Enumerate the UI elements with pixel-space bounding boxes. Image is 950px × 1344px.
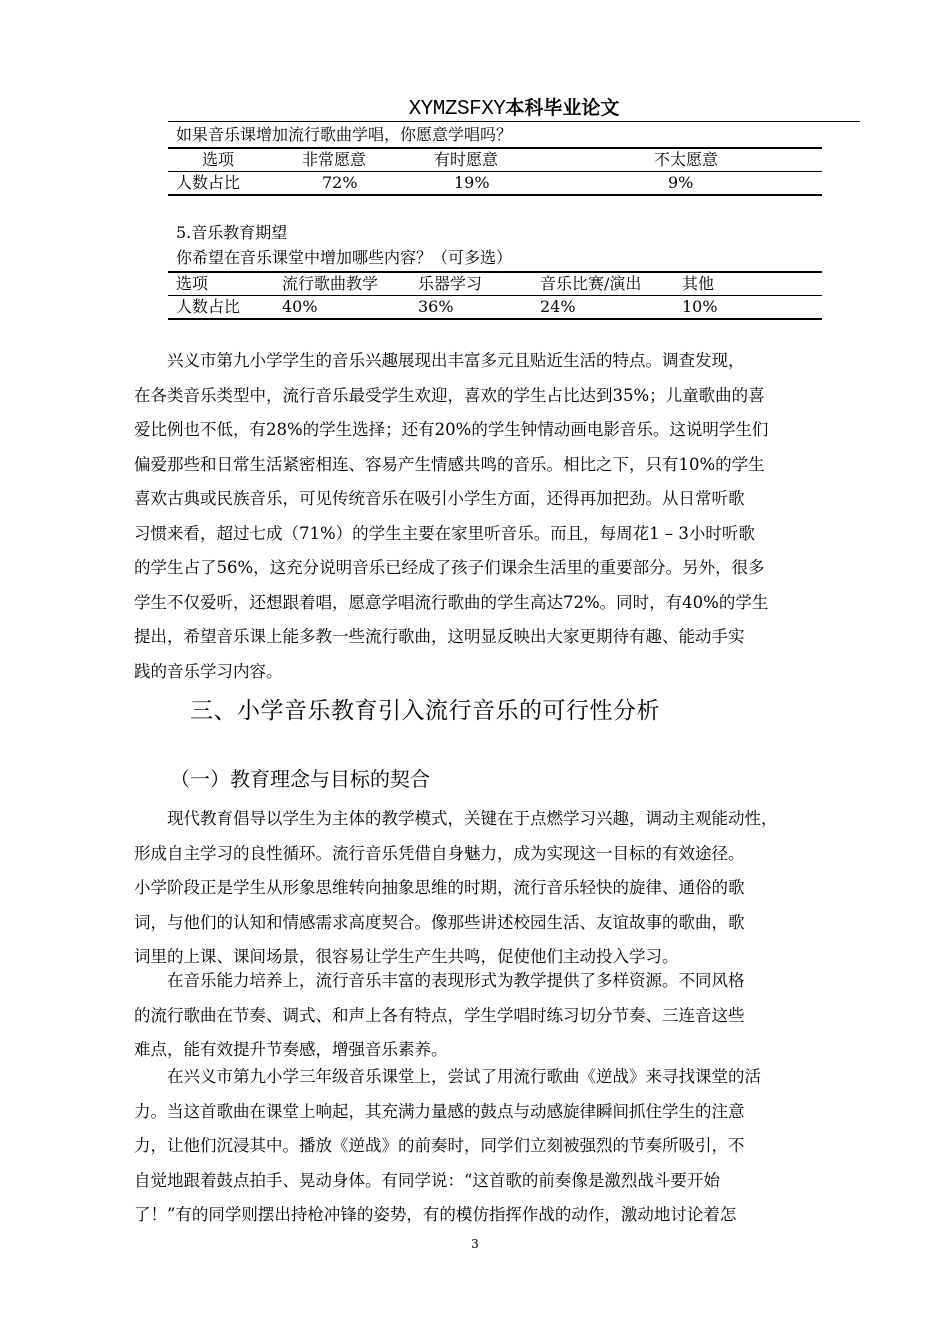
survey4-value-cell: 19%	[408, 172, 588, 196]
survey5-header-cell: 音乐比赛/演出	[540, 272, 682, 296]
paragraph-line: 词里的上课、课间场景，很容易让学生产生共鸣，促使他们主动投入学习。	[134, 947, 679, 966]
survey4-header-cell: 选项	[168, 148, 288, 172]
survey4-header-cell: 不太愿意	[588, 148, 822, 172]
survey5-value-cell: 36%	[418, 296, 540, 320]
survey4-header-row	[168, 148, 822, 172]
paragraph-line: 了！”有的同学则摆出持枪冲锋的姿势，有的模仿指挥作战的动作，激动地讨论着怎	[134, 1205, 737, 1224]
body-paragraph-1	[134, 802, 874, 975]
body-paragraph-2	[134, 964, 874, 1068]
header-school-code: XYMZSFXY	[408, 98, 506, 121]
survey5-header-cell: 其他	[682, 272, 822, 296]
survey5-row-label: 人数占比	[168, 296, 278, 320]
survey4-header-cell: 有时愿意	[408, 148, 588, 172]
survey4-row-label: 人数占比	[168, 172, 288, 196]
paragraph-line: 践的音乐学习内容。	[134, 661, 283, 681]
body-paragraph-3	[134, 1060, 874, 1233]
summary-paragraph	[134, 344, 874, 689]
survey4-question: 如果音乐课增加流行歌曲学唱，你愿意学唱吗？	[176, 125, 513, 144]
paragraph-line: 的学生占了56%，这充分说明音乐已经成了孩子们课余生活里的重要部分。另外，很多	[134, 558, 765, 577]
survey5-value-cell: 10%	[682, 296, 822, 320]
header-title: 本科毕业论文	[505, 97, 620, 119]
survey4-data-row	[168, 172, 822, 196]
survey5-value-cell: 40%	[278, 296, 418, 320]
paragraph-line: 喜欢古典或民族音乐，可见传统音乐在吸引小学生方面，还得再加把劲。从日常听歌	[134, 489, 745, 508]
survey5-section-title: 5.音乐教育期望	[176, 223, 288, 242]
paragraph-line: 在各类音乐类型中，流行音乐最受学生欢迎，喜欢的学生占比达到35%；儿童歌曲的喜	[134, 385, 765, 405]
paragraph-line: 在兴义市第九小学三年级音乐课堂上，尝试了用流行歌曲《逆战》来寻找课堂的活	[134, 1067, 761, 1086]
paragraph-line: 学生不仅爱听，还想跟着唱，愿意学唱流行歌曲的学生高达72%。同时，有40%的学生	[134, 592, 769, 612]
survey5-header-cell: 乐器学习	[418, 272, 540, 296]
paragraph-line: 力，让他们沉浸其中。播放《逆战》的前奏时，同学们立刻被强烈的节奏所吸引，不	[134, 1136, 745, 1155]
page-number: 3	[471, 1237, 479, 1251]
survey5-data-row	[168, 296, 822, 320]
paragraph-line: 兴义市第九小学学生的音乐兴趣展现出丰富多元且贴近生活的特点。调查发现，	[134, 351, 745, 370]
survey4-header-cell: 非常愿意	[288, 148, 408, 172]
survey4-table	[168, 147, 822, 196]
paragraph-line: 力。当这首歌曲在课堂上响起，其充满力量感的鼓点与动感旋律瞬间抓住学生的注意	[134, 1101, 745, 1121]
paragraph-line: 难点，能有效提升节奏感，增强音乐素养。	[134, 1040, 448, 1059]
paragraph-line: 词，与他们的认知和情感需求高度契合。像那些讲述校园生活、友谊故事的歌曲，歌	[134, 912, 745, 932]
survey5-value-cell: 24%	[540, 296, 682, 320]
paragraph-line: 爱比例也不低，有28%的学生选择；还有20%的学生钟情动画电影音乐。这说明学生们	[134, 420, 769, 439]
header-rule	[168, 121, 860, 122]
paragraph-line: 形成自主学习的良性循环。流行音乐凭借自身魅力，成为实现这一目标的有效途径。	[134, 843, 745, 863]
survey5-question: 你希望在音乐课堂中增加哪些内容？（可多选）	[176, 248, 513, 267]
survey5-table	[168, 271, 822, 320]
survey5-header-row	[168, 272, 822, 296]
paragraph-line: 在音乐能力培养上，流行音乐丰富的表现形式为教学提供了多样资源。不同风格	[134, 971, 745, 990]
paragraph-line: 自觉地跟着鼓点拍手、晃动身体。有同学说：“这首歌的前奏像是激烈战斗要开始	[134, 1170, 720, 1190]
paragraph-line: 提出，希望音乐课上能多教一些流行歌曲，这明显反映出大家更期待有趣、能动手实	[134, 627, 745, 646]
paragraph-line: 小学阶段正是学生从形象思维转向抽象思维的时期，流行音乐轻快的旋律、通俗的歌	[134, 878, 745, 897]
subsection-heading: （一）教育理念与目标的契合	[170, 767, 430, 791]
survey4-value-cell: 9%	[588, 172, 822, 196]
paragraph-line: 习惯来看，超过七成（71%）的学生主要在家里听音乐。而且，每周花1 – 3小时听歌	[134, 523, 755, 543]
paragraph-line: 的流行歌曲在节奏、调式、和声上各有特点，学生学唱时练习切分节奏、三连音这些	[134, 1005, 745, 1025]
survey5-header-cell: 选项	[168, 272, 278, 296]
section-heading: 三、小学音乐教育引入流行音乐的可行性分析	[190, 698, 660, 724]
survey4-value-cell: 72%	[288, 172, 408, 196]
survey5-header-cell: 流行歌曲教学	[278, 272, 418, 296]
paragraph-line: 偏爱那些和日常生活紧密相连、容易产生情感共鸣的音乐。相比之下，只有10%的学生	[134, 454, 765, 474]
paragraph-line: 现代教育倡导以学生为主体的教学模式，关键在于点燃学习兴趣，调动主观能动性，	[134, 809, 778, 828]
